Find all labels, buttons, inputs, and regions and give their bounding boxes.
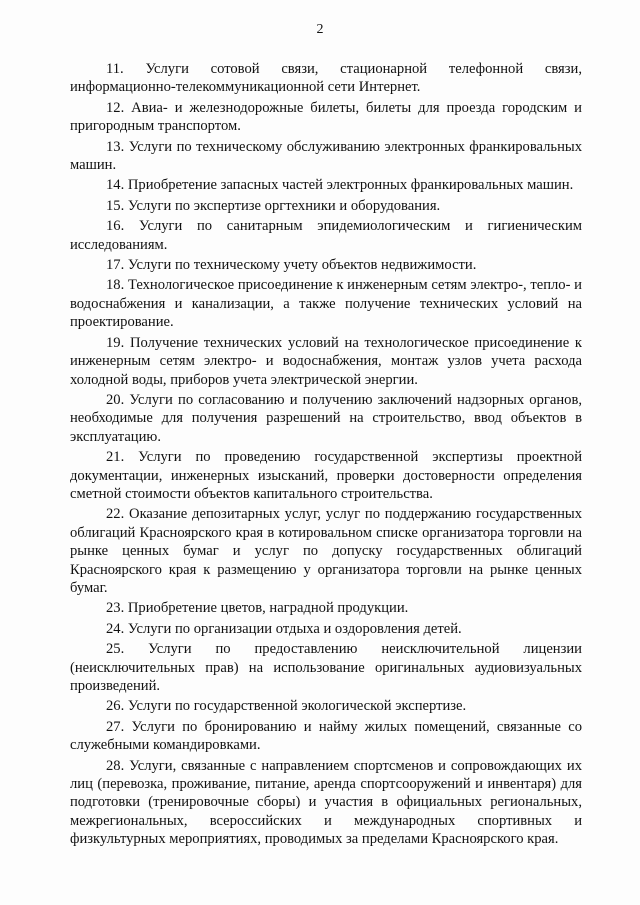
list-item-12: 12. Авиа- и железнодорожные билеты, билеты для проезда городским и пригородным транспортом.: [70, 99, 582, 135]
list-item-17: 17. Услуги по техническому учету объектов недвижимости.: [106, 257, 477, 274]
list-item-19: 19. Получение технических условий на технологическое присоединение к инженерным сетям электро- и водоснабжения, монтаж узлов учета расхода холодной воды, приборов учета электрической энергии.: [70, 334, 582, 388]
list-item-27: 27. Услуги по бронированию и найму жилых помещений, связанные со служебными командировками.: [70, 718, 582, 754]
list-item-25: 25. Услуги по предоставлению неисключительной лицензии (неисключительных прав) на использование оригинальных аудиовизуальных произведений.: [70, 641, 582, 694]
list-item-24: 24. Услуги по организации отдыха и оздоровления детей.: [106, 620, 462, 637]
list-item-23: 23. Приобретение цветов, наградной продукции.: [106, 600, 409, 617]
list-item-28: 28. Услуги, связанные с направлением спортсменов и сопровождающих их лиц (перевозка, проживание, питание, аренда спортсооружений и инвентаря) для подготовки (тренировочные сборы) и участия в официальных региональных, межрегиональных, всероссийских и международных спортивных и физкультурных мероприятиях, проводимых за пределами Красноярского края.: [70, 757, 582, 848]
list-item-21: 21. Услуги по проведению государственной экспертизы проектной документации, инженерных изысканий, проверки достоверности определения сметной стоимости объектов капитального строительства.: [70, 449, 582, 502]
list-item-18: 18. Технологическое присоединение к инженерным сетям электро-, тепло- и водоснабжения и канализации, а также получение технических условий на проектирование.: [70, 277, 582, 331]
list-item-15: 15. Услуги по экспертизе оргтехники и оборудования.: [106, 197, 441, 214]
list-item-14: 14. Приобретение запасных частей электронных франкировальных машин.: [106, 177, 574, 194]
services-list: [70, 60, 582, 851]
list-item-20: 20. Услуги по согласованию и получению заключений надзорных органов, необходимые для получения разрешений на строительство, ввод объектов в эксплуатацию.: [70, 391, 582, 445]
list-item-11: 11. Услуги сотовой связи, стационарной телефонной связи, информационно-телекоммуникационной сети Интернет.: [70, 61, 582, 96]
page-number: 2: [316, 22, 324, 37]
list-item-16: 16. Услуги по санитарным эпидемиологическим и гигиеническим исследованиям.: [70, 218, 582, 253]
list-item-26: 26. Услуги по государственной экологической экспертизе.: [106, 698, 467, 715]
list-item-13: 13. Услуги по техническому обслуживанию электронных франкировальных машин.: [70, 138, 582, 174]
list-item-22: 22. Оказание депозитарных услуг, услуг по поддержанию государственных облигаций Красноярского края в котировальном списке организатора торговли на рынке ценных бумаг и услуг по допуску государственных облигаций Красноярского края к размещению у организатора торговли на рынке ценных бумаг.: [70, 506, 582, 596]
